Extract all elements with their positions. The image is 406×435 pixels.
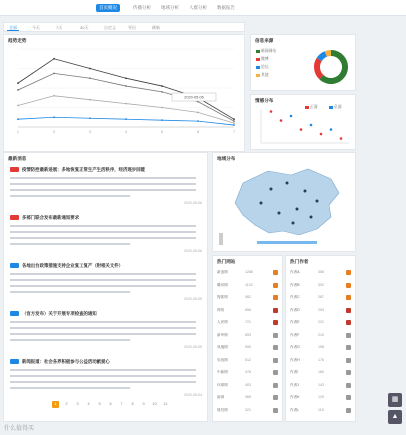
ranking-row[interactable]: [290, 320, 353, 326]
news-summary-line: [10, 225, 196, 227]
ranking-value: 198: [318, 345, 324, 349]
trend-line-chart: [4, 35, 244, 151]
ranking-value: 254: [318, 307, 324, 312]
trend-chart-title: 趋势走势: [8, 38, 27, 43]
news-summary-line: [10, 321, 196, 323]
series-point: [233, 120, 235, 122]
series-point: [125, 77, 127, 79]
ranking-name: 作者K: [290, 395, 300, 399]
news-list-title: 最新消息: [8, 156, 27, 161]
site-ranking-card: [212, 255, 283, 422]
ranking-icon: [273, 345, 278, 350]
ranking-row[interactable]: [217, 345, 280, 351]
legend-swatch: [256, 58, 260, 61]
ranking-icon: [346, 383, 351, 388]
series-point: [125, 118, 127, 120]
news-badge: [10, 167, 19, 172]
chart-tooltip: [172, 93, 216, 101]
page-number[interactable]: 4: [87, 402, 90, 406]
news-badge: [10, 311, 19, 316]
ranking-row[interactable]: [290, 333, 353, 339]
top-navigation: [0, 0, 406, 16]
x-tick-label: 6: [197, 130, 199, 134]
ranking-value: 356: [318, 270, 324, 274]
legend-item: [256, 57, 269, 62]
ranking-name: 澎湃: [217, 395, 225, 399]
nav-tab[interactable]: 传播分析: [133, 5, 151, 10]
ranking-row[interactable]: [290, 383, 353, 389]
map-zoom-control: [219, 233, 223, 245]
sentiment-scatter-title: 情感分布: [255, 98, 274, 103]
ranking-value: 129: [318, 395, 324, 399]
x-tick-label: 2: [53, 130, 55, 134]
news-title[interactable]: 疫情防控最新进展：多地恢复正常生产生活秩序，经济逐步回暖: [22, 167, 145, 172]
series-point: [161, 85, 163, 87]
ranking-row[interactable]: [290, 408, 353, 414]
ranking-row[interactable]: [290, 295, 353, 301]
ranking-name: 人民网: [217, 320, 228, 324]
ranking-value: 1102: [245, 282, 253, 287]
ranking-name: 作者F: [290, 332, 300, 337]
news-summary-line: [10, 183, 196, 185]
ranking-name: 搜狐网: [217, 295, 228, 299]
sentiment-scatter-chart: [251, 95, 355, 149]
news-date: 2020-05-04: [184, 393, 202, 397]
news-summary-line: [10, 279, 196, 281]
series-point: [53, 58, 55, 60]
ranking-value: 176: [318, 357, 324, 362]
ranking-name: 作者G: [290, 345, 300, 349]
series-point: [17, 105, 19, 107]
series-point: [89, 68, 91, 70]
news-summary-line: [10, 243, 130, 245]
china-map: [213, 153, 355, 251]
ranking-value: 210: [318, 332, 324, 337]
ranking-value: 590: [245, 345, 251, 349]
legend-label: 论坛: [261, 65, 269, 69]
ranking-value: 476: [245, 370, 251, 374]
donut-slice: [319, 54, 326, 60]
ranking-icon: [346, 370, 351, 375]
ranking-name: 网易: [217, 307, 225, 312]
x-tick-label: 4: [125, 130, 127, 134]
ranking-row[interactable]: [217, 395, 280, 401]
news-date: 2020-05-05: [184, 345, 202, 349]
nav-tab[interactable]: 首页概况: [96, 4, 120, 12]
ranking-value: 653: [245, 332, 251, 337]
filter-option[interactable]: 刷新: [152, 25, 160, 30]
x-tick-label: 5: [161, 130, 163, 134]
series-point: [233, 118, 235, 120]
news-item[interactable]: [10, 167, 202, 211]
legend-item: [256, 73, 269, 78]
ranking-value: 403: [245, 382, 251, 387]
ranking-name: 凤凰网: [217, 345, 228, 349]
news-date: 2020-05-06: [184, 201, 202, 205]
ranking-icon: [346, 333, 351, 338]
series-line: [18, 59, 234, 119]
legend-item: [256, 49, 276, 54]
filter-option[interactable]: 导出: [128, 25, 136, 30]
news-summary-line: [10, 387, 130, 389]
series-point: [53, 116, 55, 118]
legend-label: 新闻网站: [261, 49, 277, 53]
series-point: [161, 119, 163, 121]
ranking-row[interactable]: [217, 308, 280, 314]
ranking-name: 央视网: [217, 357, 228, 362]
nav-tab[interactable]: 人群分析: [189, 5, 207, 10]
ranking-icon: [273, 370, 278, 375]
page-number[interactable]: 9: [142, 402, 145, 406]
page-number[interactable]: 1: [52, 401, 59, 408]
region-map-title: 地域分布: [217, 156, 236, 161]
ranking-row[interactable]: [217, 283, 280, 289]
ranking-value: 287: [318, 295, 324, 299]
news-summary-line: [10, 237, 196, 239]
nav-tab[interactable]: 数据报告: [217, 5, 235, 10]
source-summary-card: [250, 34, 356, 91]
ranking-row[interactable]: [217, 358, 280, 364]
ranking-name: 作者A: [290, 270, 300, 274]
ranking-name: 中新网: [217, 370, 228, 374]
trend-chart-card: [3, 34, 245, 152]
page-number[interactable]: 8: [131, 402, 134, 406]
ranking-value: 1286: [245, 270, 253, 274]
series-point: [233, 122, 235, 124]
ranking-row[interactable]: [217, 383, 280, 389]
news-item[interactable]: [10, 263, 202, 307]
ranking-icon: [273, 408, 278, 413]
ranking-icon: [273, 283, 278, 288]
ranking-value: 982: [245, 295, 251, 299]
ranking-icon: [346, 295, 351, 300]
legend-label: 微博: [261, 57, 269, 61]
scatter-point: [320, 133, 323, 136]
ranking-row[interactable]: [217, 295, 280, 301]
ranking-value: 231: [318, 320, 324, 324]
ranking-row[interactable]: [217, 270, 280, 276]
legend-swatch: [256, 66, 260, 69]
news-summary-line: [10, 333, 196, 335]
ranking-icon: [346, 345, 351, 350]
filter-option[interactable]: 7天: [56, 25, 63, 30]
author-ranking-title: 热门作者: [290, 259, 309, 264]
news-summary-line: [10, 285, 196, 287]
ranking-name: 财经网: [217, 407, 228, 412]
series-point: [89, 77, 91, 79]
ranking-value: 856: [245, 307, 251, 312]
filter-option[interactable]: 全部: [9, 25, 17, 30]
ranking-name: 新浪网: [217, 270, 228, 274]
ranking-row[interactable]: [217, 408, 280, 414]
news-summary-line: [10, 375, 196, 377]
ranking-name: 作者B: [290, 282, 300, 287]
source-summary-title: 信息来源: [255, 38, 274, 43]
filter-bar: [3, 22, 245, 32]
series-point: [125, 85, 127, 87]
page-number[interactable]: 7: [120, 402, 123, 406]
donut-slice: [326, 53, 331, 54]
series-point: [161, 91, 163, 93]
scatter-point: [290, 115, 293, 118]
ranking-icon: [346, 308, 351, 313]
news-date: 2020-05-05: [184, 297, 202, 301]
author-ranking-card: [285, 255, 356, 422]
filter-option[interactable]: 今天: [32, 25, 40, 30]
scatter-point: [300, 128, 303, 131]
series-point: [17, 118, 19, 120]
x-tick-label: 1: [17, 130, 19, 134]
region-map-card: [212, 152, 356, 252]
donut-slice: [317, 59, 321, 77]
news-summary-line: [10, 381, 196, 383]
news-title[interactable]: 各地出台政策措施支持企业复工复产（附相关文件）: [22, 263, 123, 268]
ranking-value: 160: [318, 370, 324, 374]
legend-swatch: [256, 74, 260, 77]
news-summary-line: [10, 177, 196, 179]
x-tick-label: 3: [89, 130, 91, 134]
news-list-card: [3, 152, 208, 422]
news-date: 2020-05-06: [184, 249, 202, 253]
ranking-name: 作者E: [290, 320, 300, 324]
series-point: [53, 95, 55, 97]
ranking-icon: [346, 320, 351, 325]
ranking-row[interactable]: [217, 333, 280, 339]
news-item[interactable]: [10, 359, 202, 403]
news-summary-line: [10, 291, 130, 293]
news-badge: [10, 359, 19, 364]
ranking-name: 新华网: [217, 332, 228, 337]
ranking-row[interactable]: [290, 283, 353, 289]
news-title[interactable]: 多部门联合发布最新通知要求: [22, 215, 80, 220]
tooltip-label: 2020-05-06: [184, 95, 204, 100]
ranking-name: 作者I: [290, 370, 299, 374]
x-tick-label: 7: [233, 130, 235, 134]
news-title[interactable]: （官方发布）关于开展专项检查的通知: [22, 311, 97, 316]
ranking-name: 作者L: [290, 407, 300, 412]
ranking-name: 作者J: [290, 382, 299, 387]
page-number[interactable]: 3: [76, 402, 79, 406]
scatter-point: [270, 110, 273, 113]
watermark: 什么值得买: [4, 426, 35, 432]
ranking-icon: [273, 320, 278, 325]
series-point: [197, 111, 199, 113]
ranking-icon: [273, 308, 278, 313]
ranking-value: 143: [318, 382, 324, 387]
news-item[interactable]: [10, 311, 202, 355]
scatter-point: [280, 119, 283, 122]
ranking-name: 作者C: [290, 295, 300, 299]
page-number[interactable]: 5: [98, 402, 101, 406]
map-scale-bar: [257, 241, 317, 244]
series-point: [89, 117, 91, 119]
ranking-icon: [346, 395, 351, 400]
nav-tab[interactable]: 地域分析: [161, 5, 179, 10]
ranking-name: 腾讯网: [217, 282, 228, 287]
filter-option[interactable]: 30天: [80, 25, 89, 30]
ranking-value: 721: [245, 320, 251, 324]
news-summary-line: [10, 189, 196, 191]
ranking-value: 321: [245, 407, 251, 412]
scatter-point: [310, 124, 313, 127]
news-summary-line: [10, 339, 130, 341]
ranking-icon: [346, 283, 351, 288]
legend-label: 正面: [310, 105, 318, 109]
ranking-value: 512: [245, 357, 251, 362]
ranking-row[interactable]: [290, 370, 353, 376]
ranking-icon: [273, 383, 278, 388]
series-point: [17, 82, 19, 84]
legend-label: 其他: [261, 73, 269, 77]
news-badge: [10, 263, 19, 268]
ranking-row[interactable]: [290, 308, 353, 314]
ranking-name: 作者H: [290, 357, 300, 362]
ranking-icon: [346, 270, 351, 275]
ranking-icon: [346, 358, 351, 363]
legend-item: [256, 65, 269, 70]
ranking-icon: [273, 295, 278, 300]
series-point: [125, 103, 127, 105]
ranking-icon: [273, 270, 278, 275]
series-point: [17, 89, 19, 91]
news-summary-line: [10, 231, 196, 233]
ranking-row[interactable]: [290, 345, 353, 351]
ranking-value: 366: [245, 395, 251, 399]
series-point: [161, 107, 163, 109]
ranking-row[interactable]: [217, 370, 280, 376]
source-donut-chart: [311, 47, 351, 87]
news-summary-line: [10, 195, 130, 197]
back-to-top-button[interactable]: ▲: [388, 410, 402, 424]
ranking-icon: [346, 408, 351, 413]
ranking-row[interactable]: [217, 320, 280, 326]
map-shape: [235, 169, 339, 235]
ranking-row[interactable]: [290, 395, 353, 401]
ranking-name: 作者D: [290, 307, 300, 312]
page-number[interactable]: 10: [152, 402, 157, 406]
news-title[interactable]: 新闻报道：社会各界积极参与公益活动献爱心: [22, 359, 110, 364]
page-number[interactable]: 11: [163, 402, 168, 406]
legend-label: 负面: [334, 105, 342, 109]
news-summary-line: [10, 369, 196, 371]
news-summary-line: [10, 327, 196, 329]
ranking-row[interactable]: [290, 358, 353, 364]
scatter-point: [340, 137, 343, 140]
legend-swatch: [256, 50, 260, 53]
scatter-point: [330, 128, 333, 131]
ranking-icon: [273, 395, 278, 400]
filter-option[interactable]: 自定义: [104, 25, 116, 30]
series-point: [197, 120, 199, 122]
site-ranking-title: 热门网站: [217, 259, 236, 264]
page-number[interactable]: 2: [65, 402, 68, 406]
ranking-value: 302: [318, 282, 324, 287]
ranking-icon: [273, 358, 278, 363]
news-item[interactable]: [10, 215, 202, 259]
series-point: [53, 72, 55, 74]
ranking-row[interactable]: [290, 270, 353, 276]
ranking-name: 环球网: [217, 382, 228, 387]
page-number[interactable]: 6: [109, 402, 112, 406]
ranking-icon: [273, 333, 278, 338]
news-summary-line: [10, 273, 196, 275]
side-tool-button[interactable]: ▦: [388, 393, 402, 407]
series-point: [89, 99, 91, 101]
ranking-value: 115: [318, 407, 324, 412]
series-point: [233, 124, 235, 126]
sentiment-scatter-card: [250, 94, 356, 150]
news-badge: [10, 215, 19, 220]
